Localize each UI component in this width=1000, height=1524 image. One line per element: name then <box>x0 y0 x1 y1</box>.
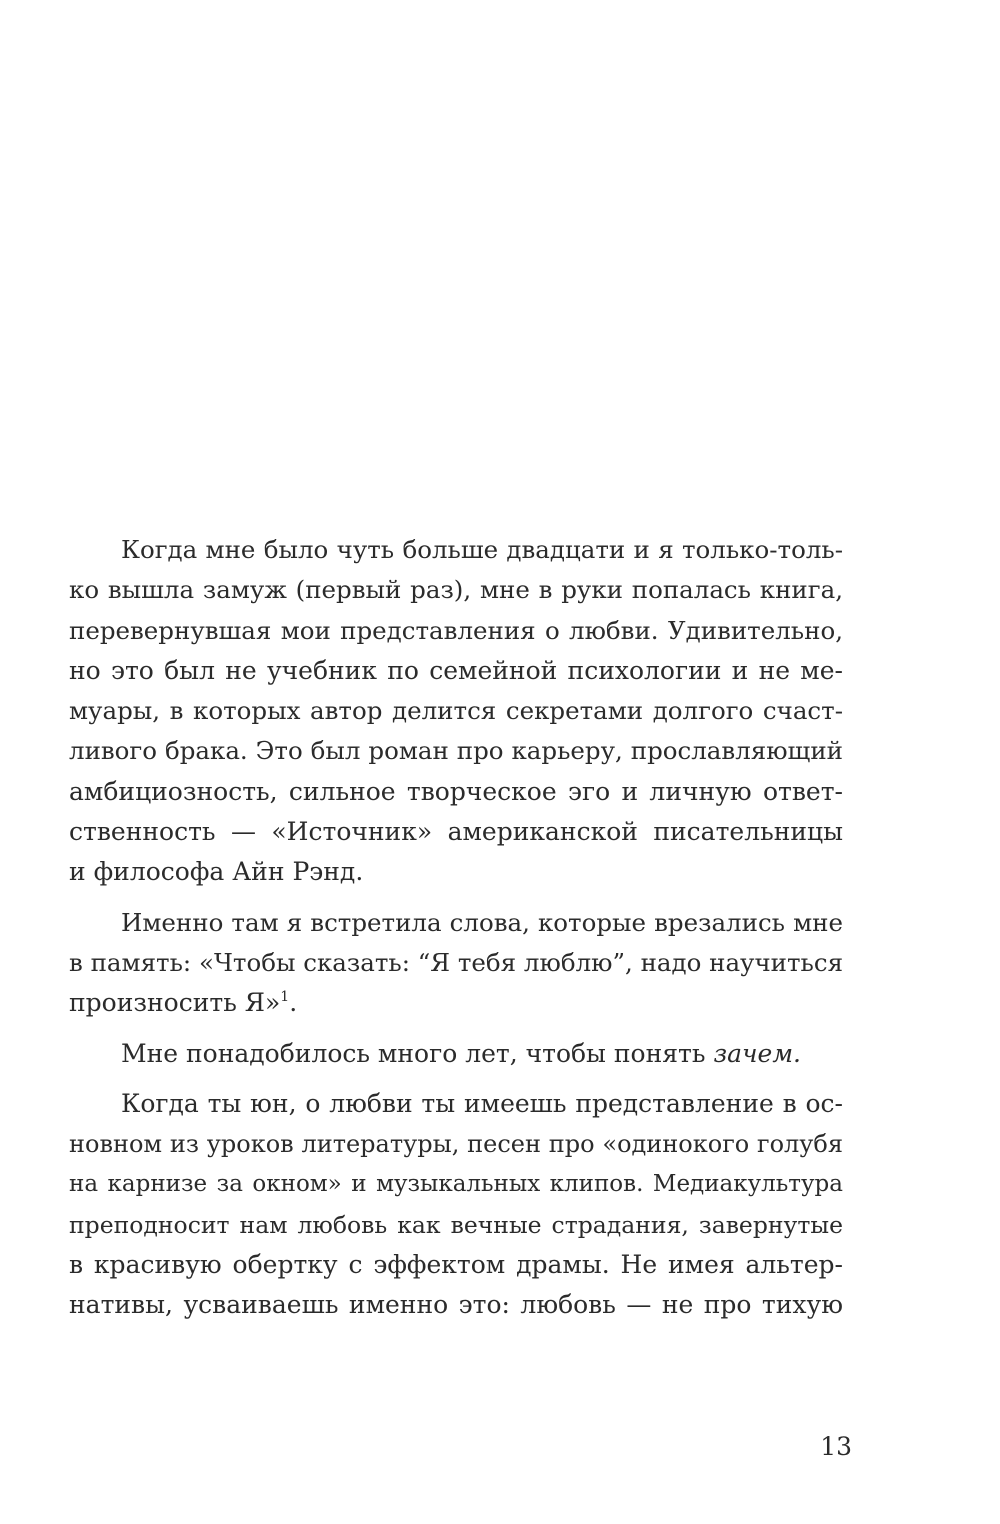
paragraph-2 <box>69 903 843 1024</box>
text-line: но это был не учебник по семейной психологии и не ме- <box>69 655 843 685</box>
paragraph-4 <box>69 1084 843 1326</box>
text-line: и философа Айн Рэнд. <box>69 857 364 887</box>
text-line: амбициозность, сильное творческое эго и личную ответ- <box>69 776 843 806</box>
text-fragment: произносить Я» <box>69 988 281 1018</box>
text-line <box>69 1034 843 1074</box>
text-fragment: Мне понадобилось много лет, чтобы понять <box>121 1038 714 1068</box>
page-number: 13 <box>820 1432 852 1461</box>
text-line: ко вышла замуж (первый раз), мне в руки попалась книга, <box>69 575 843 605</box>
paragraph-3 <box>69 1034 843 1074</box>
text-line: нативы, усваиваешь именно это: любовь — не про тихую <box>69 1290 843 1320</box>
text-line: преподносит нам любовь как вечные страдания, завернутые <box>69 1210 843 1239</box>
text-line: на карнизе за окном» и музыкальных клипов. Медиакультура <box>69 1171 843 1198</box>
text-line: Именно там я встретила слова, которые врезались мне <box>121 907 843 937</box>
text-line: перевернувшая мои представления о любви. Удивительно, <box>69 615 843 645</box>
text-line: Когда мне было чуть больше двадцати и я только-толь- <box>121 535 843 564</box>
text-line: в красивую обертку с эффектом драмы. Не имея альтер- <box>69 1250 843 1280</box>
text-line: ственность — «Источник» американской писательницы <box>69 817 843 847</box>
text-line: Когда ты юн, о любви ты имеешь представление в ос- <box>121 1088 843 1118</box>
text-line: новном из уроков литературы, песен про «одинокого голубя <box>69 1130 843 1159</box>
paragraph-1 <box>69 530 843 893</box>
text-line-with-footnote <box>69 983 843 1023</box>
text-line: ливого брака. Это был роман про карьеру, прославляющий <box>69 736 843 766</box>
text-line: в память: «Чтобы сказать: “Я тебя люблю”, надо научиться <box>69 947 844 977</box>
text-line: муары, в которых автор делится секретами долгого счаст- <box>69 696 843 726</box>
text-fragment: . <box>289 988 298 1018</box>
italic-word: зачем. <box>713 1038 801 1068</box>
footnote-mark[interactable]: 1 <box>280 989 290 1006</box>
body-text <box>69 530 843 1326</box>
